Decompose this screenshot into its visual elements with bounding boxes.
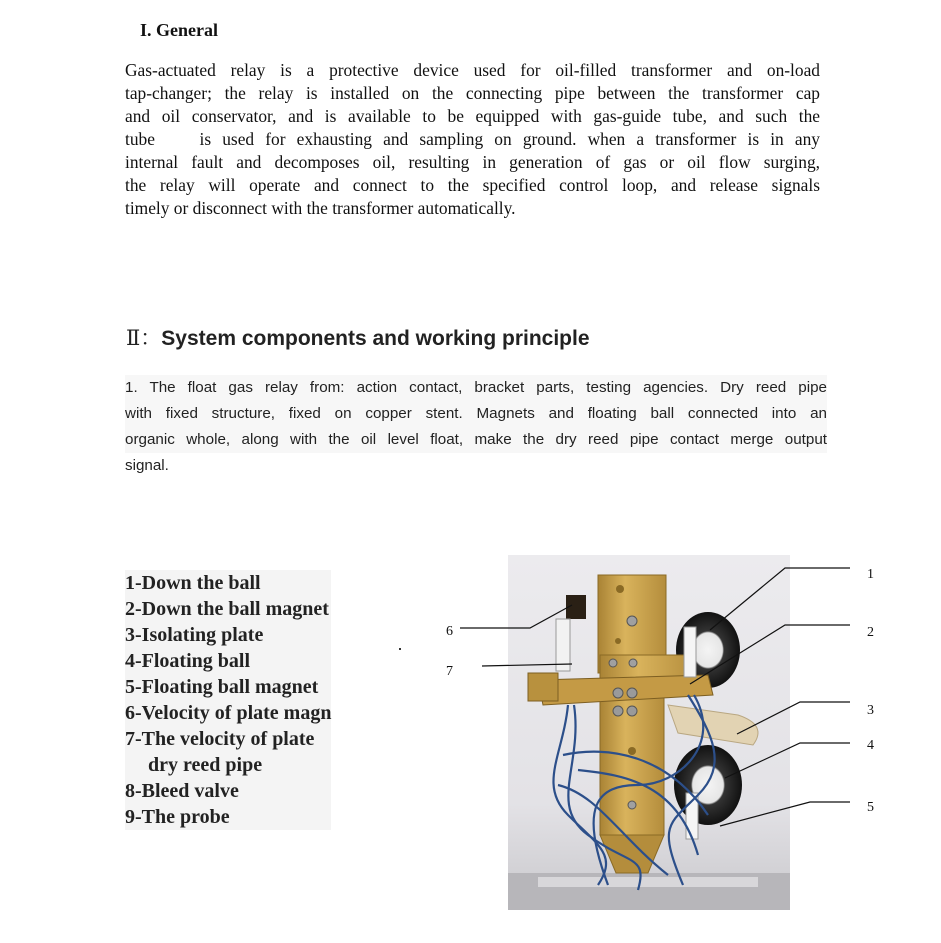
- parts-list: [125, 570, 331, 830]
- list-item: 1-Down the ball: [125, 570, 331, 596]
- section-2-title: System components and working principle: [161, 327, 590, 350]
- callout-label-4: 4: [867, 738, 874, 753]
- callout-label-3: 3: [867, 703, 874, 718]
- paragraph-line: the relay will operate and connect to the specified control loop, and release signals: [125, 175, 820, 195]
- reed-tube-upper: [684, 627, 696, 677]
- paragraph-line: with fixed structure, fixed on copper stent. Magnets and floating ball connected into an: [125, 401, 827, 427]
- list-item: 5-Floating ball magnet: [125, 674, 331, 700]
- paragraph-line: tube is used for exhausting and sampling on ground. when a transformer is in any: [125, 129, 820, 149]
- paragraph-line: internal fault and decomposes oil, resulting in generation of gas or oil flow surging,: [125, 152, 820, 172]
- list-item: 9-The probe: [125, 804, 331, 830]
- list-item: 2-Down the ball magnet: [125, 596, 331, 622]
- list-item: 6-Velocity of plate magn: [125, 702, 332, 724]
- list-item: dry reed pipe: [125, 752, 331, 778]
- paragraph-line: tap-changer; the relay is installed on the connecting pipe between the transformer cap: [125, 83, 820, 103]
- section-1-paragraph: [125, 59, 820, 220]
- callout-label-2: 2: [867, 625, 874, 640]
- callout-label-6: 6: [446, 624, 453, 639]
- floating-ball: [674, 745, 742, 825]
- callout-label-5: 5: [867, 800, 874, 815]
- section-1-heading: I. General: [140, 20, 218, 40]
- list-item: 7-The velocity of plate: [125, 726, 331, 752]
- paragraph-line: timely or disconnect with the transformer automatically.: [125, 198, 516, 218]
- base-plate: [538, 877, 758, 887]
- section-2-paragraph: [125, 375, 827, 479]
- paragraph-line: Gas-actuated relay is a protective device used for oil-filled transformer and on-load: [125, 60, 820, 80]
- paragraph-line: 1. The float gas relay from: action contact, bracket parts, testing agencies. Dry reed pipe: [125, 375, 827, 401]
- list-item: 4-Floating ball: [125, 648, 331, 674]
- list-item: 3-Isolating plate: [125, 622, 331, 648]
- section-2-heading: [126, 322, 590, 352]
- relay-photo: [508, 555, 790, 910]
- callout-label-7: 7: [446, 664, 453, 679]
- bleed-valve: [528, 673, 558, 701]
- section-2-numeral: Ⅱ：: [126, 326, 162, 350]
- list-item: 8-Bleed valve: [125, 778, 331, 804]
- paragraph-line: organic whole, along with the oil level float, make the dry reed pipe contact merge output: [125, 427, 827, 453]
- velocity-plate-magnet: [566, 595, 586, 619]
- paragraph-line: and oil conservator, and is available to be equipped with gas-guide tube, and such the: [125, 106, 820, 126]
- velocity-reed-pipe: [556, 619, 570, 671]
- paragraph-line: signal.: [125, 453, 827, 479]
- callout-label-1: 1: [867, 567, 874, 582]
- stray-dot: [399, 648, 401, 650]
